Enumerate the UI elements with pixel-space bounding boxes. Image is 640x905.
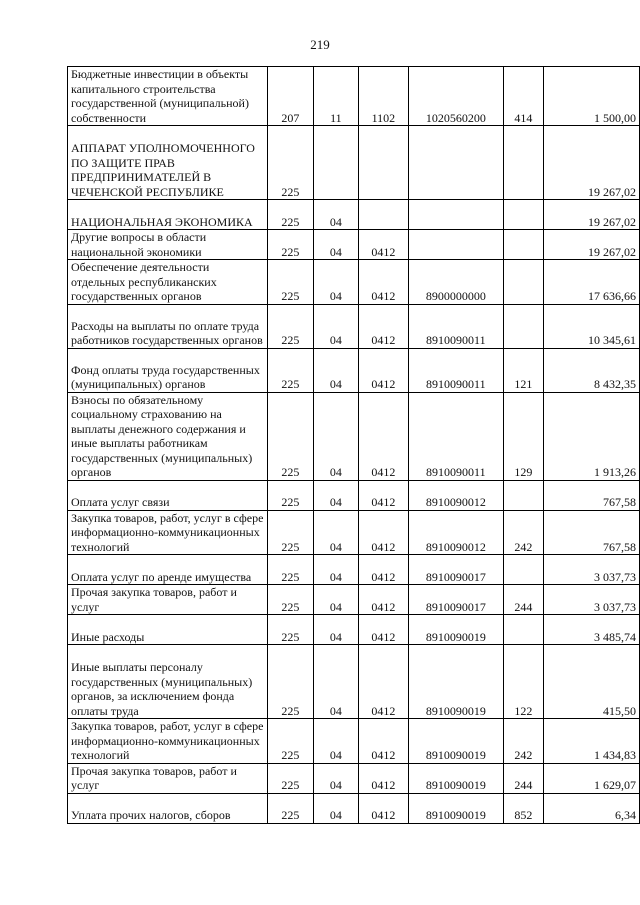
- row-ved-code: 225: [267, 126, 314, 200]
- row-name: Обеспечение деятельности отдельных республиканских государственных органов: [68, 260, 268, 305]
- row-target-article: 8910090019: [409, 645, 503, 719]
- row-ved-code: 225: [267, 510, 314, 555]
- row-target-article: 8910090019: [409, 719, 503, 764]
- row-section-code: 04: [314, 585, 358, 615]
- row-subsection-code: 1102: [358, 67, 409, 126]
- row-target-article: 8910090017: [409, 585, 503, 615]
- row-section-code: 04: [314, 200, 358, 230]
- row-section-code: 04: [314, 555, 358, 585]
- row-amount: 19 267,02: [544, 200, 640, 230]
- row-ved-code: 225: [267, 348, 314, 392]
- row-expense-type: 129: [503, 392, 544, 480]
- row-amount: 3 037,73: [544, 585, 640, 615]
- row-ved-code: 225: [267, 555, 314, 585]
- row-ved-code: 225: [267, 585, 314, 615]
- row-name: Оплата услуг по аренде имущества: [68, 555, 268, 585]
- row-section-code: 04: [314, 719, 358, 764]
- row-amount: 8 432,35: [544, 348, 640, 392]
- row-amount: 415,50: [544, 645, 640, 719]
- row-section-code: 04: [314, 615, 358, 645]
- table-row: [68, 645, 640, 719]
- table-row: [68, 304, 640, 348]
- row-subsection-code: 0412: [358, 645, 409, 719]
- row-amount: 1 913,26: [544, 392, 640, 480]
- row-ved-code: 225: [267, 615, 314, 645]
- row-name: Уплата прочих налогов, сборов: [68, 793, 268, 823]
- row-section-code: 04: [314, 793, 358, 823]
- row-ved-code: 207: [267, 67, 314, 126]
- table-row: [68, 392, 640, 480]
- row-subsection-code: [358, 200, 409, 230]
- row-section-code: 04: [314, 645, 358, 719]
- row-target-article: [409, 200, 503, 230]
- row-section-code: 04: [314, 480, 358, 510]
- row-name: Расходы на выплаты по оплате труда работников государственных органов: [68, 304, 268, 348]
- row-ved-code: 225: [267, 719, 314, 764]
- row-name: Другие вопросы в области национальной экономики: [68, 230, 268, 260]
- row-section-code: 04: [314, 230, 358, 260]
- row-section-code: 04: [314, 510, 358, 555]
- row-subsection-code: 0412: [358, 260, 409, 305]
- row-target-article: 8900000000: [409, 260, 503, 305]
- row-name: Закупка товаров, работ, услуг в сфере информационно-коммуникационных технологий: [68, 719, 268, 764]
- row-ved-code: 225: [267, 645, 314, 719]
- row-subsection-code: 0412: [358, 719, 409, 764]
- row-section-code: 04: [314, 304, 358, 348]
- row-subsection-code: 0412: [358, 615, 409, 645]
- row-target-article: 8910090017: [409, 555, 503, 585]
- row-expense-type: 121: [503, 348, 544, 392]
- row-expense-type: 122: [503, 645, 544, 719]
- row-target-article: 8910090012: [409, 480, 503, 510]
- table-row: [68, 763, 640, 793]
- row-amount: 19 267,02: [544, 230, 640, 260]
- row-name: Прочая закупка товаров, работ и услуг: [68, 763, 268, 793]
- row-target-article: 8910090019: [409, 793, 503, 823]
- row-target-article: [409, 230, 503, 260]
- row-ved-code: 225: [267, 763, 314, 793]
- row-amount: 17 636,66: [544, 260, 640, 305]
- row-ved-code: 225: [267, 260, 314, 305]
- row-ved-code: 225: [267, 304, 314, 348]
- budget-table-body: [68, 67, 640, 824]
- row-amount: 1 629,07: [544, 763, 640, 793]
- row-expense-type: [503, 126, 544, 200]
- row-amount: 6,34: [544, 793, 640, 823]
- row-target-article: 8910090011: [409, 392, 503, 480]
- table-row: [68, 67, 640, 126]
- row-subsection-code: 0412: [358, 510, 409, 555]
- row-subsection-code: 0412: [358, 793, 409, 823]
- row-expense-type: [503, 304, 544, 348]
- row-section-code: 11: [314, 67, 358, 126]
- row-ved-code: 225: [267, 200, 314, 230]
- table-row: [68, 200, 640, 230]
- row-subsection-code: 0412: [358, 348, 409, 392]
- row-ved-code: 225: [267, 793, 314, 823]
- row-amount: 19 267,02: [544, 126, 640, 200]
- row-expense-type: 244: [503, 585, 544, 615]
- row-expense-type: [503, 230, 544, 260]
- row-target-article: 8910090019: [409, 615, 503, 645]
- row-name: Закупка товаров, работ, услуг в сфере информационно-коммуникационных технологий: [68, 510, 268, 555]
- row-amount: 1 500,00: [544, 67, 640, 126]
- row-name: Иные расходы: [68, 615, 268, 645]
- row-expense-type: 852: [503, 793, 544, 823]
- row-ved-code: 225: [267, 230, 314, 260]
- row-subsection-code: 0412: [358, 555, 409, 585]
- row-expense-type: [503, 555, 544, 585]
- row-name: Оплата услуг связи: [68, 480, 268, 510]
- table-row: [68, 126, 640, 200]
- row-name: АППАРАТ УПОЛНОМОЧЕННОГО ПО ЗАЩИТЕ ПРАВ ПРЕДПРИНИМАТЕЛЕЙ В ЧЕЧЕНСКОЙ РЕСПУБЛИКЕ: [68, 126, 268, 200]
- page-number: 219: [310, 37, 330, 52]
- row-expense-type: 244: [503, 763, 544, 793]
- row-ved-code: 225: [267, 480, 314, 510]
- table-row: [68, 348, 640, 392]
- row-name: Бюджетные инвестиции в объекты капитального строительства государственной (муниципальной) собственности: [68, 67, 268, 126]
- row-expense-type: [503, 615, 544, 645]
- row-expense-type: 242: [503, 719, 544, 764]
- row-expense-type: [503, 260, 544, 305]
- row-target-article: 8910090019: [409, 763, 503, 793]
- row-amount: 3 037,73: [544, 555, 640, 585]
- row-name: Фонд оплаты труда государственных (муниципальных) органов: [68, 348, 268, 392]
- table-row: [68, 260, 640, 305]
- row-expense-type: [503, 480, 544, 510]
- table-row: [68, 585, 640, 615]
- row-target-article: 8910090011: [409, 348, 503, 392]
- row-amount: 767,58: [544, 510, 640, 555]
- row-subsection-code: 0412: [358, 763, 409, 793]
- row-expense-type: 242: [503, 510, 544, 555]
- table-row: [68, 510, 640, 555]
- row-name: НАЦИОНАЛЬНАЯ ЭКОНОМИКА: [68, 200, 268, 230]
- row-subsection-code: 0412: [358, 392, 409, 480]
- row-subsection-code: [358, 126, 409, 200]
- table-row: [68, 719, 640, 764]
- row-ved-code: 225: [267, 392, 314, 480]
- budget-table: [67, 66, 640, 824]
- table-row: [68, 793, 640, 823]
- row-section-code: 04: [314, 260, 358, 305]
- row-target-article: [409, 126, 503, 200]
- row-subsection-code: 0412: [358, 585, 409, 615]
- table-row: [68, 230, 640, 260]
- row-section-code: 04: [314, 763, 358, 793]
- row-expense-type: [503, 200, 544, 230]
- row-name: Иные выплаты персоналу государственных (муниципальных) органов, за исключением фонда оплаты труда: [68, 645, 268, 719]
- row-expense-type: 414: [503, 67, 544, 126]
- row-target-article: 8910090012: [409, 510, 503, 555]
- row-name: Прочая закупка товаров, работ и услуг: [68, 585, 268, 615]
- row-subsection-code: 0412: [358, 480, 409, 510]
- row-amount: 3 485,74: [544, 615, 640, 645]
- row-target-article: 8910090011: [409, 304, 503, 348]
- row-section-code: [314, 126, 358, 200]
- table-row: [68, 555, 640, 585]
- row-subsection-code: 0412: [358, 304, 409, 348]
- row-section-code: 04: [314, 348, 358, 392]
- row-target-article: 1020560200: [409, 67, 503, 126]
- row-name: Взносы по обязательному социальному страхованию на выплаты денежного содержания и иные выплаты работникам государственных (муниципальных) органов: [68, 392, 268, 480]
- row-amount: 1 434,83: [544, 719, 640, 764]
- table-row: [68, 615, 640, 645]
- table-row: [68, 480, 640, 510]
- row-section-code: 04: [314, 392, 358, 480]
- row-subsection-code: 0412: [358, 230, 409, 260]
- row-amount: 767,58: [544, 480, 640, 510]
- row-amount: 10 345,61: [544, 304, 640, 348]
